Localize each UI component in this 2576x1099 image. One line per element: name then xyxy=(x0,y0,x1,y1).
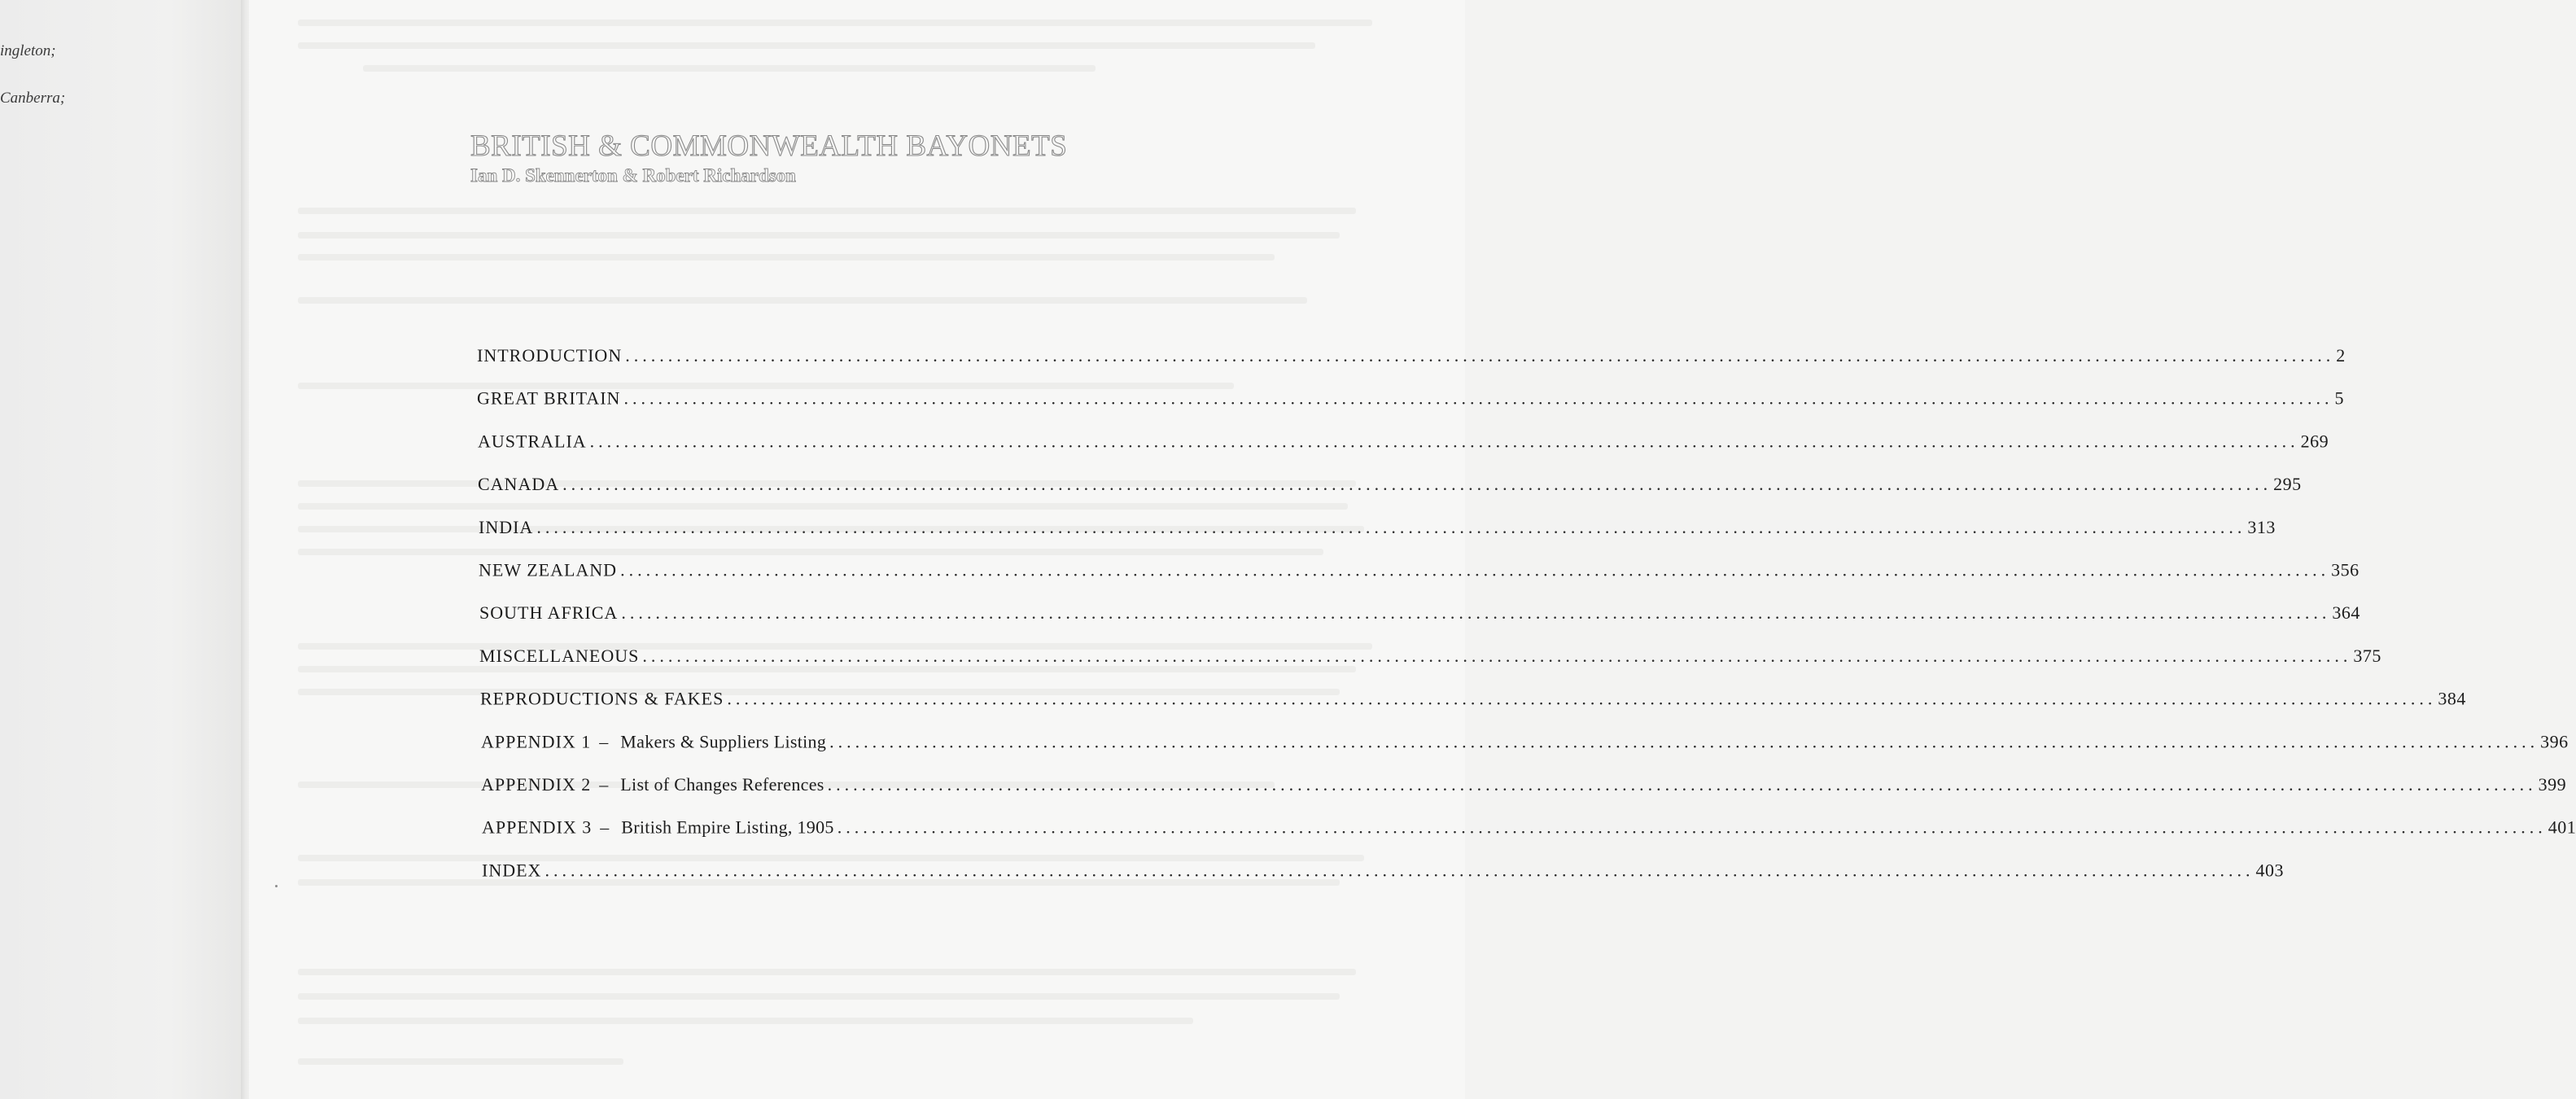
right-page xyxy=(249,0,2576,1099)
toc-entry-title: GREAT BRITAIN xyxy=(477,387,621,409)
toc-entry-title: CANADA xyxy=(478,474,560,495)
toc-entry xyxy=(479,516,2276,560)
toc-entry-title: MISCELLANEOUS xyxy=(479,645,640,666)
toc-page-number: 313 xyxy=(2247,516,2276,537)
toc-page-number: 269 xyxy=(2300,431,2329,452)
toc-entry xyxy=(478,431,2329,474)
toc-entry-title: APPENDIX 1 xyxy=(481,731,592,752)
toc-page-number: 5 xyxy=(2334,387,2344,409)
toc-dot-leader: ........................................................................................................................................................................................................ xyxy=(545,860,2255,881)
toc-dot-leader: ........................................................................................................................................................................................................ xyxy=(625,345,2335,366)
toc-dot-leader: ........................................................................................................................................................................................................ xyxy=(620,559,2330,580)
toc-page-number: 396 xyxy=(2540,731,2569,752)
toc-page-number: 2 xyxy=(2336,345,2346,366)
toc-entry xyxy=(482,817,2576,860)
toc-page-number: 364 xyxy=(2332,602,2360,624)
toc-entry-title: REPRODUCTIONS & FAKES xyxy=(480,688,724,709)
book-authors: Ian D. Skennerton & Robert Richardson xyxy=(470,165,796,186)
table-of-contents xyxy=(477,345,2576,906)
toc-page-number: 401 xyxy=(2548,817,2576,838)
toc-entry-title: APPENDIX 3 xyxy=(482,817,593,838)
toc-entry xyxy=(479,602,2360,646)
toc-page-number: 375 xyxy=(2353,645,2381,666)
toc-entry xyxy=(480,688,2466,732)
toc-dot-leader: ........................................................................................................................................................................................................ xyxy=(623,387,2333,409)
toc-entry-dash: – xyxy=(599,774,610,795)
toc-page-number: 403 xyxy=(2255,860,2284,881)
toc-dot-leader: ........................................................................................................................................................................................................ xyxy=(827,774,2537,795)
toc-entry xyxy=(482,860,2284,903)
toc-entry-dash: – xyxy=(599,731,610,752)
toc-entry xyxy=(478,474,2302,517)
left-page xyxy=(0,0,243,1099)
toc-dot-leader: ........................................................................................................................................................................................................ xyxy=(829,731,2539,752)
toc-entry xyxy=(479,559,2360,603)
toc-entry xyxy=(481,731,2569,774)
toc-entry xyxy=(479,645,2381,689)
toc-dot-leader: ........................................................................................................................................................................................................ xyxy=(837,817,2547,838)
toc-entry xyxy=(481,774,2567,817)
toc-entry xyxy=(477,345,2346,388)
toc-entry-title: SOUTH AFRICA xyxy=(479,602,619,624)
left-page-fragment: Canberra; xyxy=(0,90,66,107)
toc-entry-title: APPENDIX 2 xyxy=(481,774,592,795)
toc-entry-subtitle: Makers & Suppliers Listing xyxy=(620,731,827,752)
book-header xyxy=(470,130,1138,187)
toc-entry-dash: – xyxy=(600,817,610,838)
toc-entry-subtitle: British Empire Listing, 1905 xyxy=(621,817,834,838)
toc-dot-leader: ........................................................................................................................................................................................................ xyxy=(727,688,2437,709)
book-title: BRITISH & COMMONWEALTH BAYONETS xyxy=(470,129,1068,163)
toc-entry-title: INTRODUCTION xyxy=(477,345,623,366)
toc-entry-subtitle: List of Changes References xyxy=(620,774,824,795)
toc-dot-leader: ........................................................................................................................................................................................................ xyxy=(589,431,2299,452)
toc-page-number: 356 xyxy=(2331,559,2360,580)
toc-page-number: 295 xyxy=(2273,474,2302,495)
toc-dot-leader: ........................................................................................................................................................................................................ xyxy=(536,516,2246,537)
toc-page-number: 384 xyxy=(2438,688,2466,709)
left-page-fragment: ingleton; xyxy=(0,42,56,59)
toc-entry-title: NEW ZEALAND xyxy=(479,559,618,580)
toc-entry-title: AUSTRALIA xyxy=(478,431,587,452)
toc-page-number: 399 xyxy=(2538,774,2567,795)
toc-entry xyxy=(477,387,2344,431)
toc-dot-leader: ........................................................................................................................................................................................................ xyxy=(621,602,2331,624)
toc-entry-title: INDIA xyxy=(479,516,534,537)
toc-dot-leader: ........................................................................................................................................................................................................ xyxy=(642,645,2352,666)
toc-entry-title: INDEX xyxy=(482,860,542,881)
toc-dot-leader: ........................................................................................................................................................................................................ xyxy=(562,474,2272,495)
